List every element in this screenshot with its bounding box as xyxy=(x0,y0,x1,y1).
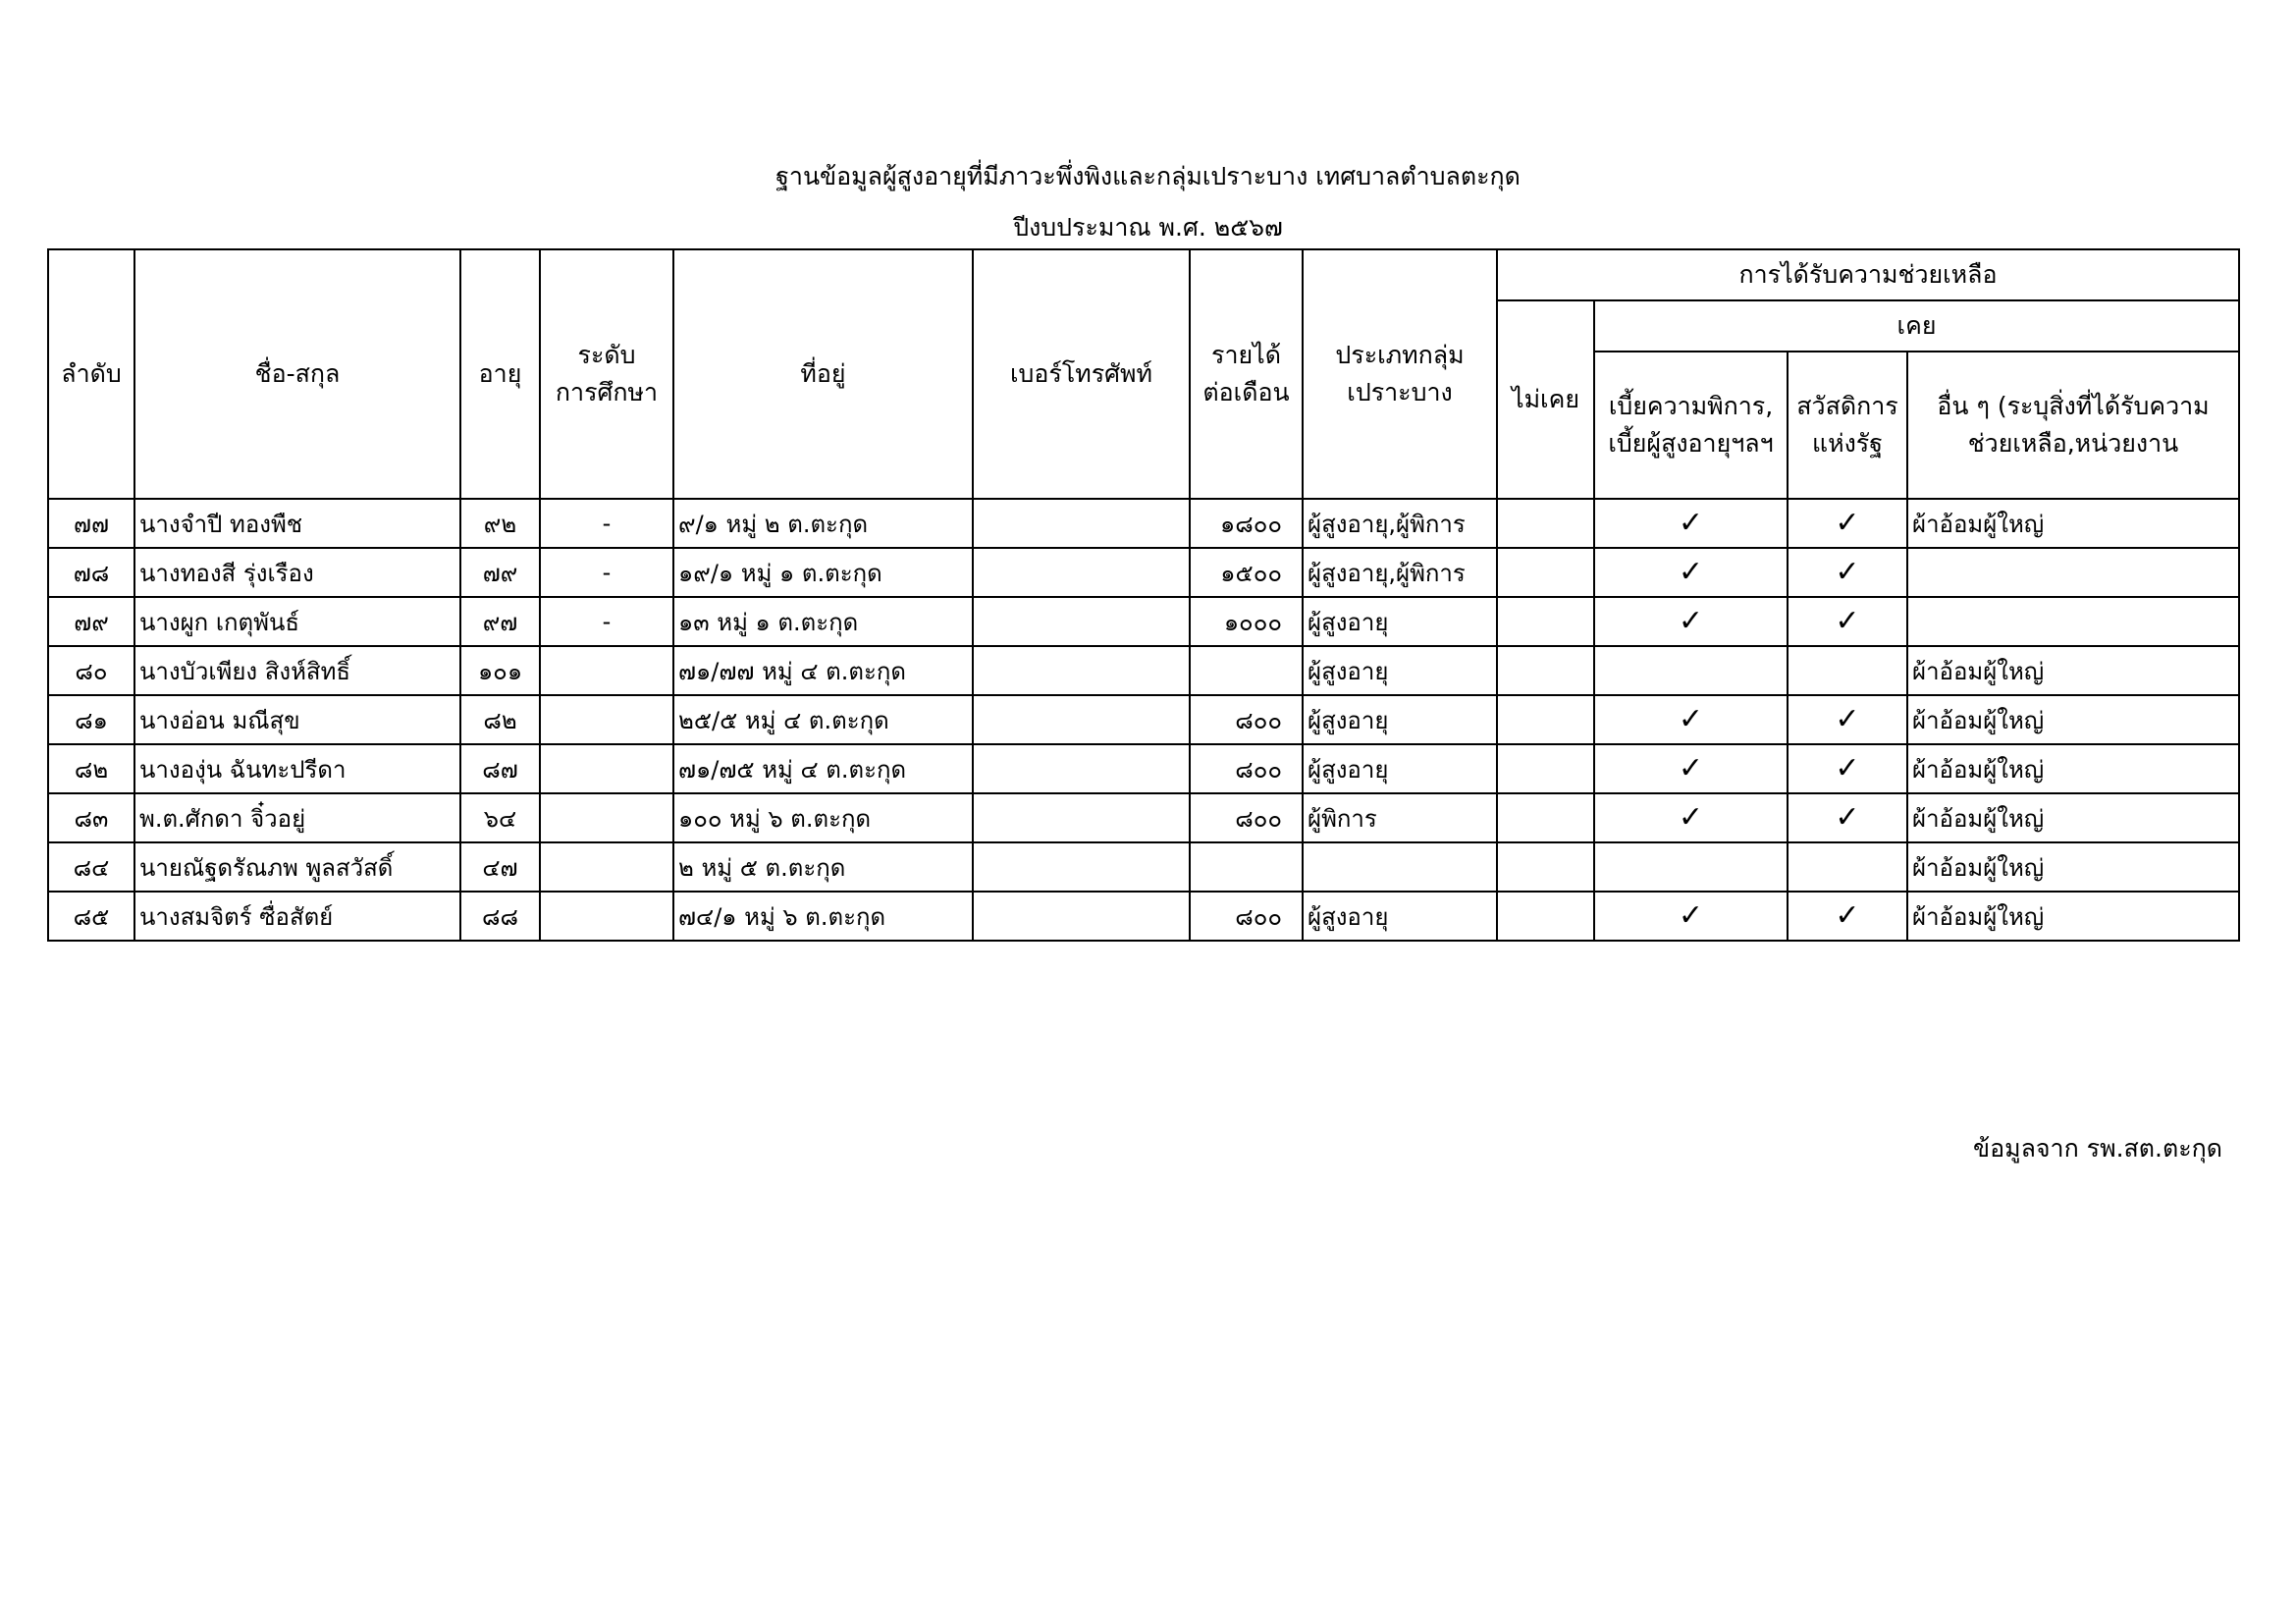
document-subtitle: ปีงบประมาณ พ.ศ. ๒๕๖๗ xyxy=(1013,213,1283,242)
cell-never xyxy=(1497,793,1594,842)
cell-other xyxy=(1907,597,2239,646)
cell-welfare-check-icon: ✓ xyxy=(1788,548,1907,597)
cell-allowance-check-icon: ✓ xyxy=(1594,892,1788,941)
cell-age: ๙๒ xyxy=(460,499,540,548)
cell-education: - xyxy=(540,499,673,548)
cell-age: ๘๗ xyxy=(460,744,540,793)
cell-address: ๑๐๐ หมู่ ๖ ต.ตะกุด xyxy=(673,793,973,842)
cell-education xyxy=(540,695,673,744)
cell-allowance-check-icon: ✓ xyxy=(1594,548,1788,597)
header-group-line2: เปราะบาง xyxy=(1347,378,1453,406)
header-group-line1: ประเภทกลุ่ม xyxy=(1335,341,1465,369)
cell-allowance xyxy=(1594,842,1788,892)
table-row xyxy=(48,597,2239,646)
cell-address: ๗๑/๗๕ หมู่ ๔ ต.ตะกุด xyxy=(673,744,973,793)
cell-other: ผ้าอ้อมผู้ใหญ่ xyxy=(1907,892,2239,941)
cell-never xyxy=(1497,548,1594,597)
cell-other: ผ้าอ้อมผู้ใหญ่ xyxy=(1907,695,2239,744)
header-education xyxy=(540,249,673,499)
cell-address: ๙/๑ หมู่ ๒ ต.ตะกุด xyxy=(673,499,973,548)
cell-never xyxy=(1497,892,1594,941)
cell-never xyxy=(1497,646,1594,695)
cell-no: ๗๗ xyxy=(48,499,134,548)
cell-address: ๗๑/๗๗ หมู่ ๔ ต.ตะกุด xyxy=(673,646,973,695)
cell-income: ๑๘๐๐ xyxy=(1190,499,1303,548)
cell-welfare-check-icon: ✓ xyxy=(1788,744,1907,793)
cell-income xyxy=(1190,842,1303,892)
header-income-line2: ต่อเดือน xyxy=(1202,378,1290,406)
cell-welfare-check-icon: ✓ xyxy=(1788,597,1907,646)
header-allowance-line1: เบี้ยความพิการ, xyxy=(1608,392,1774,420)
cell-no: ๘๓ xyxy=(48,793,134,842)
cell-address: ๑๓ หมู่ ๑ ต.ตะกุด xyxy=(673,597,973,646)
header-no: ลำดับ xyxy=(48,249,134,499)
cell-group: ผู้สูงอายุ,ผู้พิการ xyxy=(1303,548,1497,597)
cell-group: ผู้สูงอายุ xyxy=(1303,892,1497,941)
cell-welfare-check-icon: ✓ xyxy=(1788,695,1907,744)
cell-age: ๔๗ xyxy=(460,842,540,892)
header-income xyxy=(1190,249,1303,499)
cell-welfare xyxy=(1788,646,1907,695)
cell-no: ๗๙ xyxy=(48,597,134,646)
cell-allowance-check-icon: ✓ xyxy=(1594,793,1788,842)
cell-name: นางจำปี ทองพืช xyxy=(134,499,460,548)
cell-education xyxy=(540,646,673,695)
header-education-line1: ระดับ xyxy=(577,341,636,369)
cell-name: นางบัวเพียง สิงห์สิทธิ์ xyxy=(134,646,460,695)
cell-no: ๘๒ xyxy=(48,744,134,793)
cell-name: นางทองสี รุ่งเรือง xyxy=(134,548,460,597)
cell-group: ผู้สูงอายุ xyxy=(1303,744,1497,793)
cell-allowance-check-icon: ✓ xyxy=(1594,597,1788,646)
cell-age: ๑๐๑ xyxy=(460,646,540,695)
cell-never xyxy=(1497,842,1594,892)
source-note: ข้อมูลจาก รพ.สต.ตะกุด xyxy=(1972,1134,2222,1163)
cell-education xyxy=(540,892,673,941)
cell-income: ๘๐๐ xyxy=(1190,744,1303,793)
cell-income: ๑๕๐๐ xyxy=(1190,548,1303,597)
cell-address: ๑๙/๑ หมู่ ๑ ต.ตะกุด xyxy=(673,548,973,597)
header-ever: เคย xyxy=(1594,300,2239,352)
cell-no: ๗๘ xyxy=(48,548,134,597)
cell-never xyxy=(1497,499,1594,548)
cell-allowance-check-icon: ✓ xyxy=(1594,744,1788,793)
header-income-line1: รายได้ xyxy=(1211,341,1281,369)
cell-age: ๖๔ xyxy=(460,793,540,842)
cell-other: ผ้าอ้อมผู้ใหญ่ xyxy=(1907,793,2239,842)
header-other-line2: ช่วยเหลือ,หน่วยงาน xyxy=(1967,429,2179,458)
cell-group: ผู้สูงอายุ xyxy=(1303,597,1497,646)
cell-no: ๘๕ xyxy=(48,892,134,941)
header-name: ชื่อ-สกุล xyxy=(134,249,460,499)
cell-name: นายณัฐดรัณภพ พูลสวัสดิ์ xyxy=(134,842,460,892)
document-title: ฐานข้อมูลผู้สูงอายุที่มีภาวะพึ่งพิงและกลุ่มเปราะบาง เทศบาลตำบลตะกุด xyxy=(775,162,1521,190)
cell-welfare xyxy=(1788,842,1907,892)
cell-name: พ.ต.ศักดา จิ๋วอยู่ xyxy=(134,793,460,842)
cell-address: ๒ หมู่ ๕ ต.ตะกุด xyxy=(673,842,973,892)
header-address: ที่อยู่ xyxy=(673,249,973,499)
cell-group: ผู้สูงอายุ,ผู้พิการ xyxy=(1303,499,1497,548)
cell-age: ๙๗ xyxy=(460,597,540,646)
cell-welfare-check-icon: ✓ xyxy=(1788,499,1907,548)
table-row xyxy=(48,744,2239,793)
cell-other: ผ้าอ้อมผู้ใหญ่ xyxy=(1907,744,2239,793)
cell-phone xyxy=(973,744,1190,793)
cell-phone xyxy=(973,695,1190,744)
cell-age: ๗๙ xyxy=(460,548,540,597)
cell-phone xyxy=(973,646,1190,695)
table-row xyxy=(48,842,2239,892)
cell-name: นางอ่อน มณีสุข xyxy=(134,695,460,744)
cell-no: ๘๔ xyxy=(48,842,134,892)
cell-never xyxy=(1497,695,1594,744)
table-row xyxy=(48,646,2239,695)
cell-other: ผ้าอ้อมผู้ใหญ่ xyxy=(1907,646,2239,695)
cell-phone xyxy=(973,842,1190,892)
header-age: อายุ xyxy=(460,249,540,499)
header-welfare xyxy=(1788,352,1907,499)
cell-group: ผู้พิการ xyxy=(1303,793,1497,842)
header-never: ไม่เคย xyxy=(1497,300,1594,499)
cell-phone xyxy=(973,793,1190,842)
cell-education xyxy=(540,842,673,892)
cell-group: ผู้สูงอายุ xyxy=(1303,646,1497,695)
cell-phone xyxy=(973,892,1190,941)
header-phone: เบอร์โทรศัพท์ xyxy=(973,249,1190,499)
cell-other: ผ้าอ้อมผู้ใหญ่ xyxy=(1907,499,2239,548)
cell-income: ๘๐๐ xyxy=(1190,695,1303,744)
cell-phone xyxy=(973,548,1190,597)
cell-other xyxy=(1907,548,2239,597)
cell-age: ๘๘ xyxy=(460,892,540,941)
elderly-data-table xyxy=(47,248,2240,942)
cell-no: ๘๑ xyxy=(48,695,134,744)
cell-allowance-check-icon: ✓ xyxy=(1594,695,1788,744)
cell-welfare-check-icon: ✓ xyxy=(1788,892,1907,941)
header-allowance-line2: เบี้ยผู้สูงอายุฯลฯ xyxy=(1608,429,1774,458)
cell-never xyxy=(1497,597,1594,646)
table-body xyxy=(48,499,2239,941)
header-education-line2: การศึกษา xyxy=(555,378,659,406)
header-allowance xyxy=(1594,352,1788,499)
cell-group xyxy=(1303,842,1497,892)
table-row xyxy=(48,695,2239,744)
cell-never xyxy=(1497,744,1594,793)
cell-group: ผู้สูงอายุ xyxy=(1303,695,1497,744)
cell-income: ๑๐๐๐ xyxy=(1190,597,1303,646)
cell-allowance-check-icon: ✓ xyxy=(1594,499,1788,548)
header-assistance: การได้รับความช่วยเหลือ xyxy=(1497,249,2239,300)
table-row xyxy=(48,892,2239,941)
cell-education xyxy=(540,793,673,842)
cell-no: ๘๐ xyxy=(48,646,134,695)
cell-other: ผ้าอ้อมผู้ใหญ่ xyxy=(1907,842,2239,892)
cell-income: ๘๐๐ xyxy=(1190,793,1303,842)
cell-welfare-check-icon: ✓ xyxy=(1788,793,1907,842)
cell-age: ๘๒ xyxy=(460,695,540,744)
cell-name: นางผูก เกตุพันธ์ xyxy=(134,597,460,646)
cell-phone xyxy=(973,597,1190,646)
header-other xyxy=(1907,352,2239,499)
header-other-line1: อื่น ๆ (ระบุสิ่งที่ได้รับความ xyxy=(1937,392,2210,420)
cell-education: - xyxy=(540,597,673,646)
header-vulnerable-group xyxy=(1303,249,1497,499)
cell-education xyxy=(540,744,673,793)
header-welfare-line1: สวัสดิการ xyxy=(1796,392,1898,420)
cell-address: ๗๔/๑ หมู่ ๖ ต.ตะกุด xyxy=(673,892,973,941)
cell-income: ๘๐๐ xyxy=(1190,892,1303,941)
cell-name: นางองุ่น ฉันทะปรีดา xyxy=(134,744,460,793)
table-row xyxy=(48,499,2239,548)
table-row xyxy=(48,793,2239,842)
table-row xyxy=(48,548,2239,597)
header-welfare-line2: แห่งรัฐ xyxy=(1811,429,1884,458)
cell-allowance xyxy=(1594,646,1788,695)
cell-address: ๒๕/๕ หมู่ ๔ ต.ตะกุด xyxy=(673,695,973,744)
cell-name: นางสมจิตร์ ซื่อสัตย์ xyxy=(134,892,460,941)
cell-phone xyxy=(973,499,1190,548)
cell-education: - xyxy=(540,548,673,597)
cell-income xyxy=(1190,646,1303,695)
